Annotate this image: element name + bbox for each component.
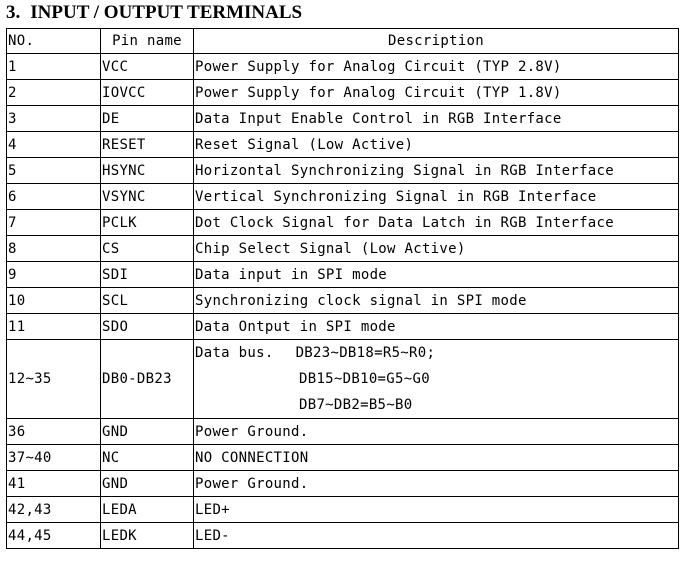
cell-pin: PCLK bbox=[101, 210, 194, 236]
cell-pin: VSYNC bbox=[101, 184, 194, 210]
cell-no: 36 bbox=[7, 419, 101, 445]
cell-no: 2 bbox=[7, 80, 101, 106]
cell-description: Horizontal Synchronizing Signal in RGB Interface bbox=[194, 158, 679, 184]
table-row bbox=[7, 497, 679, 523]
cell-pin: GND bbox=[101, 419, 194, 445]
table-row bbox=[7, 158, 679, 184]
table-row bbox=[7, 445, 679, 471]
cell-description: LED- bbox=[194, 523, 679, 549]
table-row bbox=[7, 54, 679, 80]
bus-lead: Data bus. bbox=[195, 345, 274, 361]
cell-pin: LEDK bbox=[101, 523, 194, 549]
bus-line-1 bbox=[195, 340, 677, 366]
header-description: Description bbox=[194, 29, 679, 54]
cell-no: 44,45 bbox=[7, 523, 101, 549]
cell-pin: VCC bbox=[101, 54, 194, 80]
table-row bbox=[7, 184, 679, 210]
table-row bbox=[7, 132, 679, 158]
cell-no: 42,43 bbox=[7, 497, 101, 523]
header-no: NO. bbox=[7, 29, 101, 54]
cell-no: 5 bbox=[7, 158, 101, 184]
cell-no: 11 bbox=[7, 314, 101, 340]
cell-pin: LEDA bbox=[101, 497, 194, 523]
cell-no: 3 bbox=[7, 106, 101, 132]
cell-description: NO CONNECTION bbox=[194, 445, 679, 471]
table-row bbox=[7, 210, 679, 236]
table-row bbox=[7, 523, 679, 549]
cell-no: 7 bbox=[7, 210, 101, 236]
table-row bbox=[7, 471, 679, 497]
table-row-data-bus bbox=[7, 340, 679, 419]
bus-mapping-green: DB15~DB10=G5~G0 bbox=[299, 371, 430, 387]
cell-pin: RESET bbox=[101, 132, 194, 158]
cell-description: Reset Signal (Low Active) bbox=[194, 132, 679, 158]
cell-description: Vertical Synchronizing Signal in RGB Interface bbox=[194, 184, 679, 210]
cell-pin: GND bbox=[101, 471, 194, 497]
cell-pin: DB0-DB23 bbox=[101, 340, 194, 419]
section-heading bbox=[6, 1, 302, 25]
cell-no: 10 bbox=[7, 288, 101, 314]
cell-pin: SDO bbox=[101, 314, 194, 340]
table-row bbox=[7, 419, 679, 445]
cell-no: 8 bbox=[7, 236, 101, 262]
bus-mapping-blue: DB7~DB2=B5~B0 bbox=[299, 397, 413, 413]
section-number: 3. bbox=[6, 2, 21, 23]
table-row bbox=[7, 106, 679, 132]
cell-pin: IOVCC bbox=[101, 80, 194, 106]
cell-pin: SDI bbox=[101, 262, 194, 288]
cell-description: Chip Select Signal (Low Active) bbox=[194, 236, 679, 262]
cell-description: Data input in SPI mode bbox=[194, 262, 679, 288]
cell-no: 4 bbox=[7, 132, 101, 158]
cell-description: Power Ground. bbox=[194, 471, 679, 497]
table-row bbox=[7, 288, 679, 314]
section-title: INPUT / OUTPUT TERMINALS bbox=[30, 2, 303, 23]
cell-pin: DE bbox=[101, 106, 194, 132]
cell-description: Power Supply for Analog Circuit (TYP 2.8V) bbox=[194, 54, 679, 80]
cell-pin: CS bbox=[101, 236, 194, 262]
cell-description: LED+ bbox=[194, 497, 679, 523]
cell-description: Data Ontput in SPI mode bbox=[194, 314, 679, 340]
table-row bbox=[7, 262, 679, 288]
cell-no: 9 bbox=[7, 262, 101, 288]
cell-description-multiline bbox=[194, 340, 679, 419]
cell-description: Synchronizing clock signal in SPI mode bbox=[194, 288, 679, 314]
cell-no: 1 bbox=[7, 54, 101, 80]
cell-no: 41 bbox=[7, 471, 101, 497]
cell-description: Dot Clock Signal for Data Latch in RGB Interface bbox=[194, 210, 679, 236]
table-header-row bbox=[7, 29, 679, 54]
cell-pin: SCL bbox=[101, 288, 194, 314]
cell-description: Power Supply for Analog Circuit (TYP 1.8V) bbox=[194, 80, 679, 106]
cell-no: 6 bbox=[7, 184, 101, 210]
table-row bbox=[7, 80, 679, 106]
cell-pin: HSYNC bbox=[101, 158, 194, 184]
cell-description: Power Ground. bbox=[194, 419, 679, 445]
header-pin-name: Pin name bbox=[101, 29, 194, 54]
table-row bbox=[7, 236, 679, 262]
cell-description: Data Input Enable Control in RGB Interface bbox=[194, 106, 679, 132]
cell-no: 37~40 bbox=[7, 445, 101, 471]
cell-pin: NC bbox=[101, 445, 194, 471]
bus-mapping-red: DB23~DB18=R5~R0; bbox=[295, 345, 436, 361]
table-row bbox=[7, 314, 679, 340]
io-terminals-table bbox=[6, 28, 679, 549]
cell-no: 12~35 bbox=[7, 340, 101, 419]
